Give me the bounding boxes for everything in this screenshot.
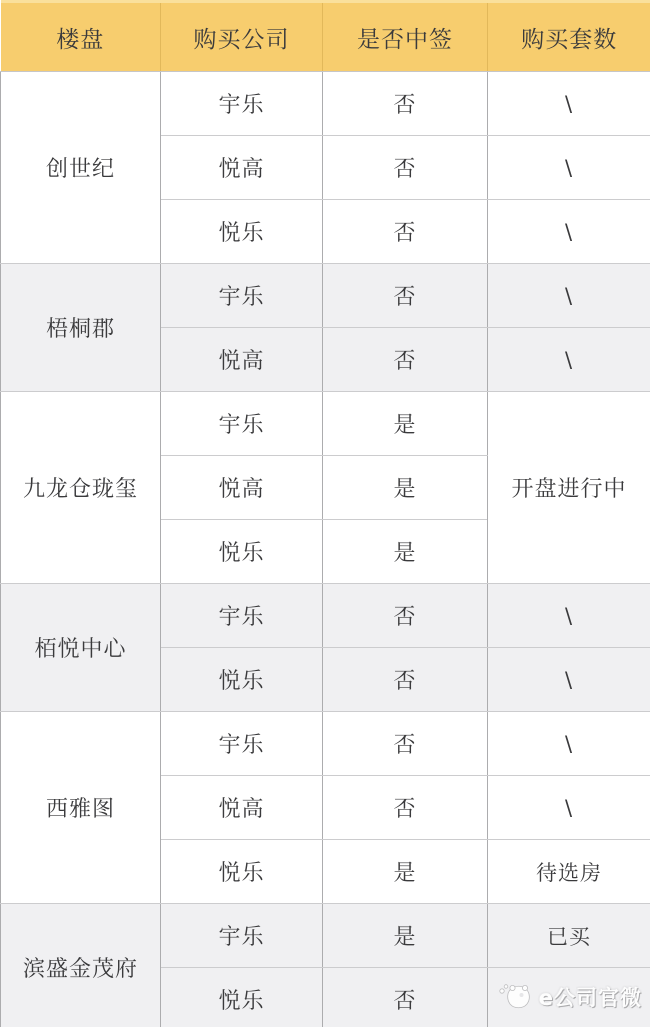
property-group-xiyatu: [1, 712, 650, 904]
property-cell: 梧桐郡: [1, 264, 161, 392]
won-cell: 否: [323, 200, 488, 264]
table-row: [1, 904, 650, 968]
company-cell: 宇乐: [161, 584, 323, 648]
units-cell: \: [488, 136, 650, 200]
won-cell: 是: [323, 456, 488, 520]
property-group-jiulongcang: [1, 392, 650, 584]
won-cell: 否: [323, 776, 488, 840]
table-row: [1, 264, 650, 328]
column-header-company: 购买公司: [161, 2, 323, 72]
company-cell: 悦高: [161, 776, 323, 840]
table-row: [1, 72, 650, 136]
units-cell: \: [488, 200, 650, 264]
won-cell: 否: [323, 264, 488, 328]
units-cell: \: [488, 264, 650, 328]
property-group-wutongjun: [1, 264, 650, 392]
won-cell: 否: [323, 72, 488, 136]
won-cell: 否: [323, 328, 488, 392]
property-group-baiyue-center: [1, 584, 650, 712]
table-row: [1, 712, 650, 776]
won-cell: 否: [323, 584, 488, 648]
units-merged-cell: 开盘进行中: [488, 392, 650, 584]
units-cell: [488, 968, 650, 1027]
table-header: [1, 2, 650, 72]
company-cell: 悦高: [161, 456, 323, 520]
company-cell: 宇乐: [161, 72, 323, 136]
units-cell: \: [488, 776, 650, 840]
watermark-text: e公司官微: [538, 986, 642, 1010]
won-cell: 否: [323, 648, 488, 712]
won-cell: 是: [323, 904, 488, 968]
column-header-won: 是否中签: [323, 2, 488, 72]
company-cell: 悦高: [161, 328, 323, 392]
company-cell: 宇乐: [161, 712, 323, 776]
won-cell: 否: [323, 712, 488, 776]
property-cell: 西雅图: [1, 712, 161, 904]
company-cell: 悦乐: [161, 648, 323, 712]
property-cell: 九龙仓珑玺: [1, 392, 161, 584]
units-cell: 待选房: [488, 840, 650, 904]
property-cell: 滨盛金茂府: [1, 904, 161, 1027]
company-cell: 悦乐: [161, 520, 323, 584]
won-cell: 否: [323, 968, 488, 1027]
won-cell: 否: [323, 136, 488, 200]
column-header-units: 购买套数: [488, 2, 650, 72]
property-group-chuangshiji: [1, 72, 650, 264]
units-cell: \: [488, 712, 650, 776]
units-cell: \: [488, 584, 650, 648]
company-cell: 悦乐: [161, 968, 323, 1027]
company-cell: 宇乐: [161, 904, 323, 968]
won-cell: 是: [323, 840, 488, 904]
table-row: [1, 392, 650, 456]
won-cell: 是: [323, 520, 488, 584]
property-cell: 栢悦中心: [1, 584, 161, 712]
property-cell: 创世纪: [1, 72, 161, 264]
won-cell: 是: [323, 392, 488, 456]
company-cell: 宇乐: [161, 264, 323, 328]
property-group-binsheng-jinmaofu: [1, 904, 650, 1027]
company-cell: 悦乐: [161, 200, 323, 264]
units-cell: 已买: [488, 904, 650, 968]
units-cell: \: [488, 328, 650, 392]
units-cell: \: [488, 72, 650, 136]
units-cell: \: [488, 648, 650, 712]
column-header-property: 楼盘: [1, 2, 161, 72]
company-cell: 宇乐: [161, 392, 323, 456]
company-cell: 悦高: [161, 136, 323, 200]
table-row: [1, 584, 650, 648]
company-cell: 悦乐: [161, 840, 323, 904]
